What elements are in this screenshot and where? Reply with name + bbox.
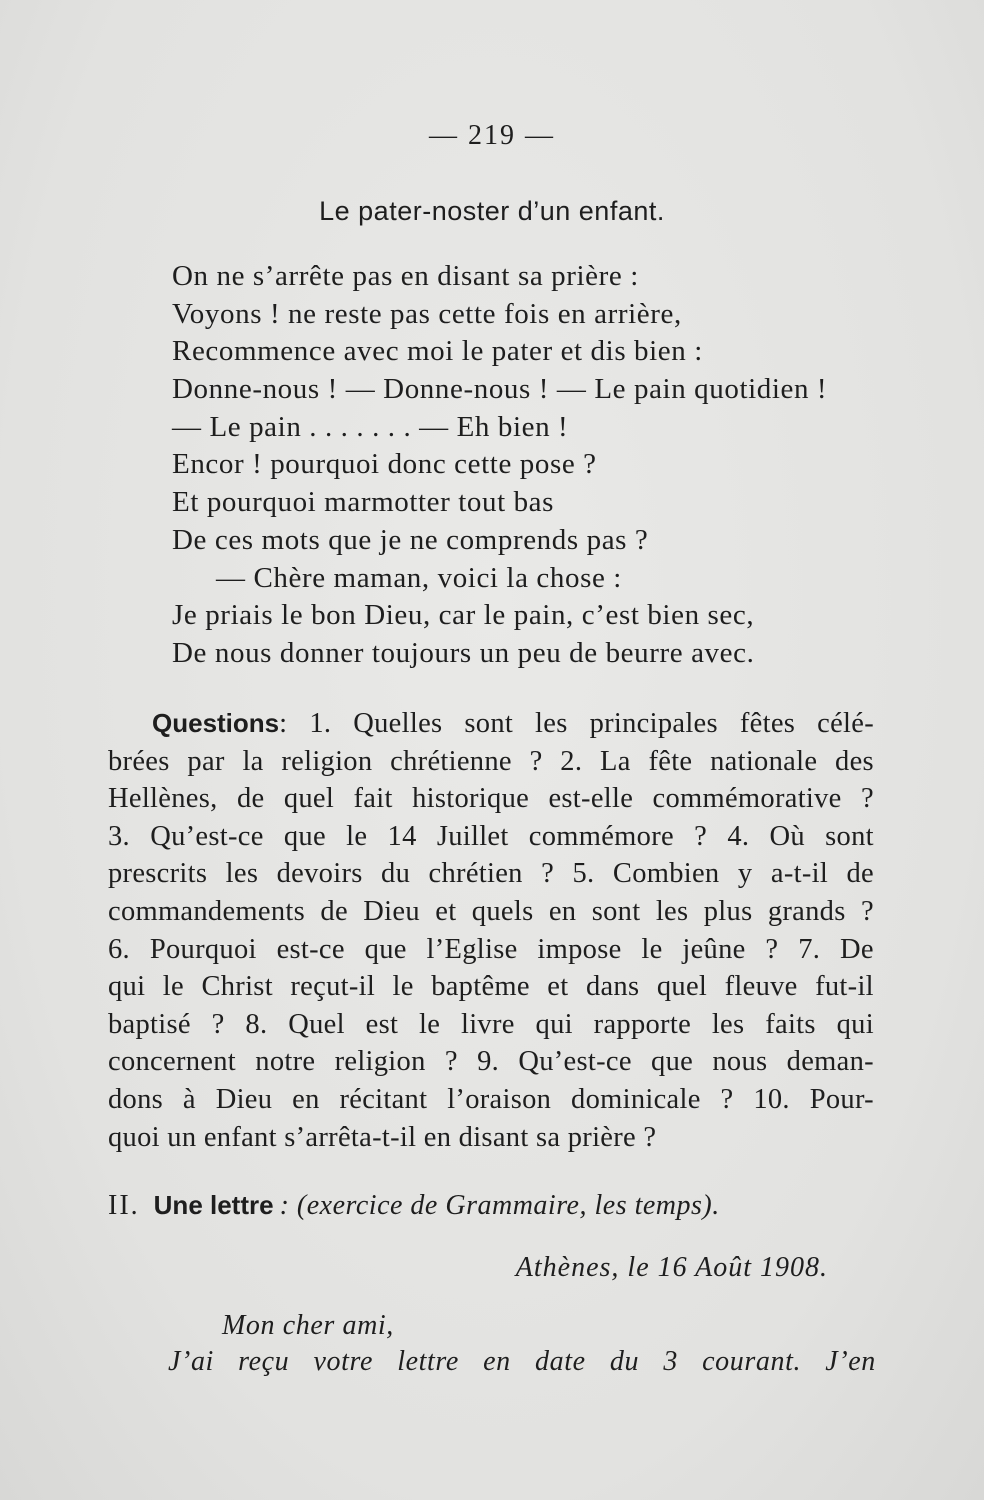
word: Christ: [201, 971, 273, 1003]
word: dominicale: [571, 1083, 701, 1115]
word: l’oraison: [447, 1083, 552, 1115]
word: la: [242, 745, 264, 777]
word: deman-: [786, 1046, 874, 1078]
questions-line: [108, 780, 874, 818]
word: a-t-il: [770, 858, 829, 890]
word: de: [320, 895, 348, 927]
word: et: [435, 895, 457, 927]
word: Quel: [288, 1008, 345, 1040]
letter-subheading: : (exercice de Grammaire, les temps).: [279, 1190, 720, 1221]
word: faits: [765, 1008, 816, 1040]
word: par: [187, 745, 225, 777]
word: reçut-il: [290, 971, 376, 1003]
word: 14: [387, 820, 417, 852]
word: que: [364, 933, 407, 965]
word: courant.: [702, 1346, 802, 1377]
questions-line: [108, 1043, 874, 1081]
word: ?: [720, 1083, 734, 1115]
word: Pour-: [809, 1083, 874, 1115]
word: que: [651, 1046, 694, 1078]
word: ?: [694, 820, 708, 852]
page-number: — 219 —: [429, 120, 555, 151]
word: religion: [281, 745, 373, 777]
word: récitant: [339, 1083, 428, 1115]
letter-first-line: [168, 1346, 876, 1378]
word: J’en: [825, 1346, 876, 1377]
word: qui: [108, 971, 146, 1003]
word: le: [419, 1008, 441, 1040]
word: de: [846, 858, 874, 890]
word: historique: [412, 783, 530, 815]
letter-salutation: Mon cher ami,: [222, 1310, 394, 1341]
word: commémorative: [652, 783, 842, 815]
word: baptisé: [108, 1008, 191, 1040]
word: à: [182, 1083, 196, 1115]
word: Pourquoi: [149, 933, 257, 965]
word: ?: [529, 745, 543, 777]
word: est-ce: [276, 933, 345, 965]
word: ?: [211, 1008, 225, 1040]
poem-line: Donne-nous ! — Donne-nous ! — Le pain quotidien !: [172, 373, 828, 406]
word: lettre: [397, 1346, 459, 1377]
word: le: [346, 820, 368, 852]
word: sont: [464, 708, 514, 739]
poem-line: Je priais le bon Dieu, car le pain, c’est bien sec,: [172, 599, 755, 632]
word: fleuve: [724, 971, 798, 1003]
word: le: [641, 933, 663, 965]
word: fêtes: [739, 708, 796, 739]
word: chrétien: [428, 858, 523, 890]
questions-line: [279, 705, 874, 743]
word: en: [292, 1083, 320, 1115]
word: 4.: [727, 820, 750, 852]
questions-line: [108, 743, 874, 781]
word: jeûne: [682, 933, 746, 965]
word: nationale: [710, 745, 818, 777]
word: notre: [255, 1046, 316, 1078]
word: les: [655, 895, 689, 927]
questions-line: [108, 818, 874, 856]
word: votre: [313, 1346, 374, 1377]
word: :: [279, 708, 288, 739]
poem-line: — Chère maman, voici la chose :: [216, 561, 622, 594]
questions-line: [108, 893, 874, 931]
word: Qu’est-ce: [518, 1046, 632, 1078]
word: que: [283, 820, 326, 852]
word: Où: [769, 820, 805, 852]
word: 5.: [572, 858, 595, 890]
word: des: [835, 745, 874, 777]
word: fait: [353, 783, 393, 815]
word: fête: [648, 745, 693, 777]
word: Combien: [612, 858, 720, 890]
word: Quelles: [353, 708, 443, 739]
letter-heading: [108, 1190, 720, 1222]
word: 6.: [108, 933, 130, 965]
word: ?: [765, 933, 779, 965]
poem-line: De ces mots que je ne comprends pas ?: [172, 523, 649, 556]
word: chrétienne: [390, 745, 512, 777]
word: en: [483, 1346, 511, 1377]
word: ?: [861, 895, 874, 927]
section-numeral: II.: [108, 1190, 140, 1221]
word: le: [162, 971, 184, 1003]
word: y: [737, 858, 753, 890]
word: brées: [108, 745, 170, 777]
questions-first-line: [108, 705, 874, 743]
poem-line: Voyons ! ne reste pas cette fois en arrière,: [172, 297, 682, 330]
word: nous: [712, 1046, 768, 1078]
word: célé-: [817, 708, 874, 739]
poem-body: [172, 258, 827, 673]
word: sont: [591, 895, 641, 927]
word: les: [535, 708, 568, 739]
word: quels: [471, 895, 534, 927]
word: 3: [663, 1346, 678, 1377]
word: et: [547, 971, 569, 1003]
poem-title: Le pater-noster d’un enfant.: [319, 196, 665, 226]
word: religion: [334, 1046, 426, 1078]
word: rapporte: [593, 1008, 692, 1040]
word: Dieu: [363, 895, 420, 927]
poem-line: Encor ! pourquoi donc cette pose ?: [172, 448, 597, 481]
word: dans: [585, 971, 640, 1003]
word: 3.: [108, 820, 130, 852]
word: du: [609, 1346, 640, 1377]
poem-line: Recommence avec moi le pater et dis bien :: [172, 335, 703, 368]
word: J’ai: [168, 1346, 214, 1377]
word: de: [236, 783, 265, 815]
questions-line: [108, 1006, 874, 1044]
word: reçu: [238, 1346, 290, 1377]
poem-line: — Le pain . . . . . . . — Eh bien !: [172, 410, 569, 443]
word: fut-il: [815, 971, 874, 1003]
questions-line: [108, 1081, 874, 1119]
word: De: [840, 933, 874, 965]
word: ?: [541, 858, 555, 890]
word: est-elle: [548, 783, 634, 815]
word: concernent: [108, 1046, 237, 1078]
word: les: [225, 858, 259, 890]
word: quel: [656, 971, 708, 1003]
word: Juillet: [436, 820, 509, 852]
poem-line: On ne s’arrête pas en disant sa prière :: [172, 260, 639, 292]
word: dons: [108, 1083, 164, 1115]
word: grands: [767, 895, 846, 927]
poem-line: De nous donner toujours un peu de beurre avec.: [172, 636, 755, 669]
word: est: [365, 1008, 399, 1040]
word: quel: [283, 783, 335, 815]
questions-line: [108, 968, 874, 1006]
word: date: [535, 1346, 586, 1377]
word: impose: [537, 933, 622, 965]
word: livre: [460, 1008, 515, 1040]
letter-dateline: Athènes, le 16 Août 1908.: [515, 1252, 828, 1283]
word: ?: [444, 1046, 458, 1078]
word: Dieu: [215, 1083, 273, 1115]
word: plus: [703, 895, 753, 927]
poem-line: Et pourquoi marmotter tout bas: [172, 486, 555, 519]
questions-line: [108, 855, 874, 893]
questions-section: [108, 705, 874, 1156]
word: devoirs: [276, 858, 363, 890]
word: qui: [535, 1008, 573, 1040]
word: 9.: [477, 1046, 500, 1078]
word: 1.: [309, 708, 332, 739]
word: Qu’est-ce: [150, 820, 264, 852]
word: les: [711, 1008, 745, 1040]
letter-heading-label: Une lettre: [153, 1190, 274, 1220]
questions-line: [108, 931, 874, 969]
word: l’Eglise: [426, 933, 518, 965]
word: Hellènes,: [108, 783, 218, 815]
word: ?: [861, 783, 874, 815]
questions-label: Questions: [152, 708, 280, 738]
word: 10.: [753, 1083, 790, 1115]
word: prescrits: [108, 858, 208, 890]
word: principales: [589, 708, 718, 739]
word: en: [548, 895, 577, 927]
word: 7.: [798, 933, 821, 965]
questions-line: quoi un enfant s’arrêta-t-il en disant sa prière ?: [108, 1121, 657, 1153]
word: La: [600, 745, 631, 777]
word: 2.: [560, 745, 583, 777]
word: 8.: [245, 1008, 268, 1040]
word: commémore: [528, 820, 674, 852]
word: qui: [836, 1008, 874, 1040]
word: du: [381, 858, 411, 890]
word: le: [392, 971, 414, 1003]
word: baptême: [431, 971, 530, 1003]
word: sont: [825, 820, 874, 852]
word: commandements: [108, 895, 306, 927]
